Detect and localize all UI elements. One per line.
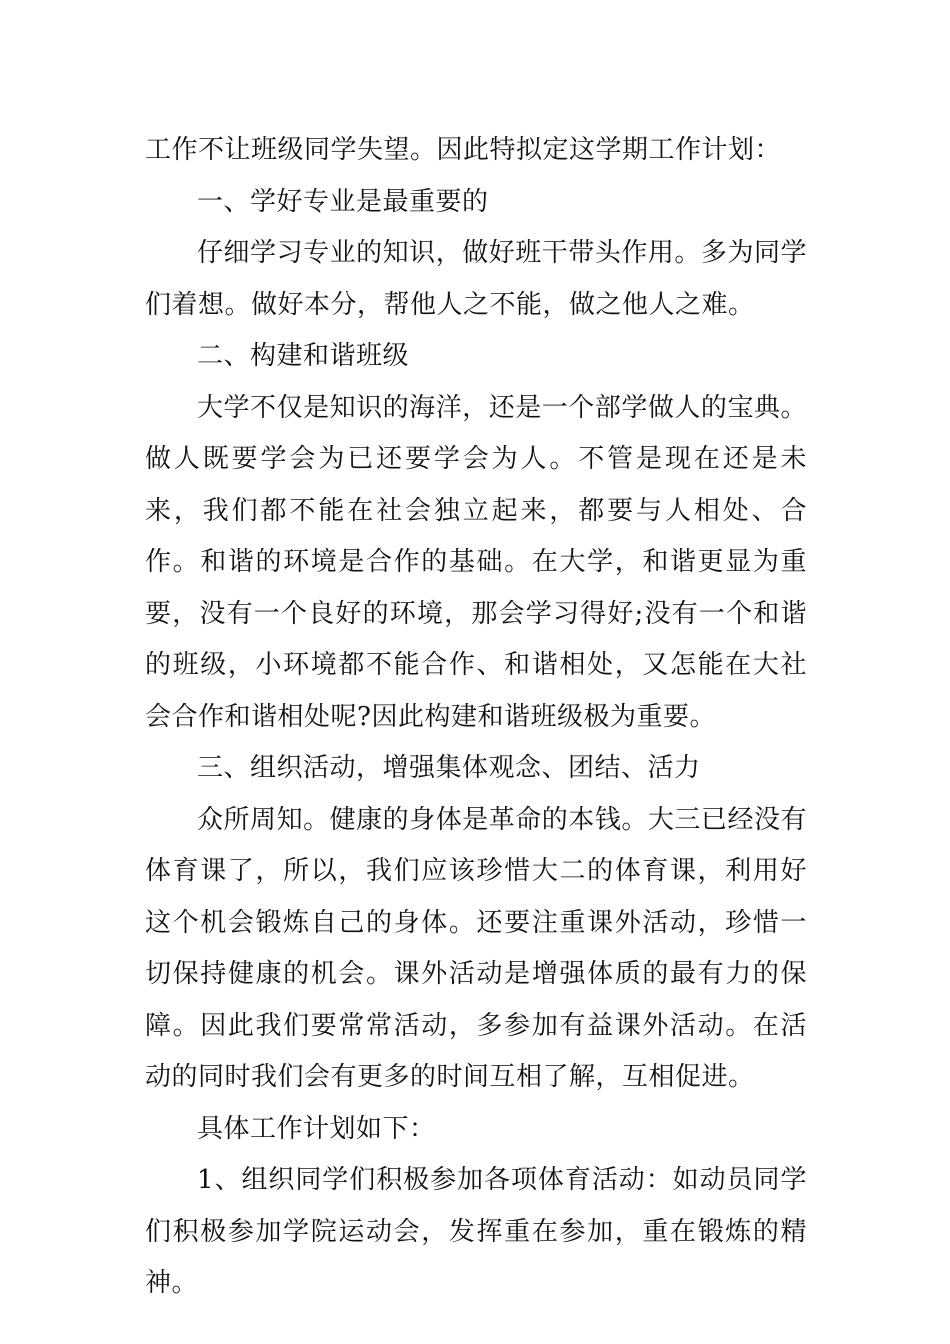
section-heading-2: 二、构建和谐班级 <box>197 341 410 371</box>
plan-intro: 具体工作计划如下： <box>197 1113 436 1144</box>
document-body <box>145 125 807 1310</box>
paragraph-continuation: 工作不让班级同学失望。因此特拟定这学期工作计划： <box>145 135 782 165</box>
section-heading-1: 一、学好专业是最重要的 <box>197 186 489 217</box>
plan-item-1: 1、组织同学们积极参加各项体育活动：如动员同学们积极参加学院运动会，发挥重在参加，重在锻炼的精神。 <box>145 1165 807 1298</box>
paragraph-harmony: 大学不仅是知识的海洋，还是一个部学做人的宝典。做人既要学会为已还要学会为人。不管是现在还是未来，我们都不能在社会独立起来，都要与人相处、合作。和谐的环境是合作的基础。在大学，和谐更显为重要，没有一个良好的环境，那会学习得好;没有一个和谐的班级，小环境都不能合作、和谐相处，又怎能在大社会合作和谐相处呢?因此构建和谐班级极为重要。 <box>145 392 807 732</box>
section-heading-3: 三、组织活动，增强集体观念、团结、活力 <box>197 753 701 783</box>
paragraph-activities: 众所周知。健康的身体是革命的本钱。大三已经没有体育课了，所以，我们应该珍惜大二的体育课，利用好这个机会锻炼自己的身体。还要注重课外活动，珍惜一切保持健康的机会。课外活动是增强体质的最有力的保障。因此我们要常常活动，多参加有益课外活动。在活动的同时我们会有更多的时间互相了解，互相促进。 <box>145 804 807 1092</box>
paragraph-study: 仔细学习专业的知识，做好班干带头作用。多为同学们着想。做好本分，帮他人之不能，做之他人之难。 <box>145 238 807 320</box>
